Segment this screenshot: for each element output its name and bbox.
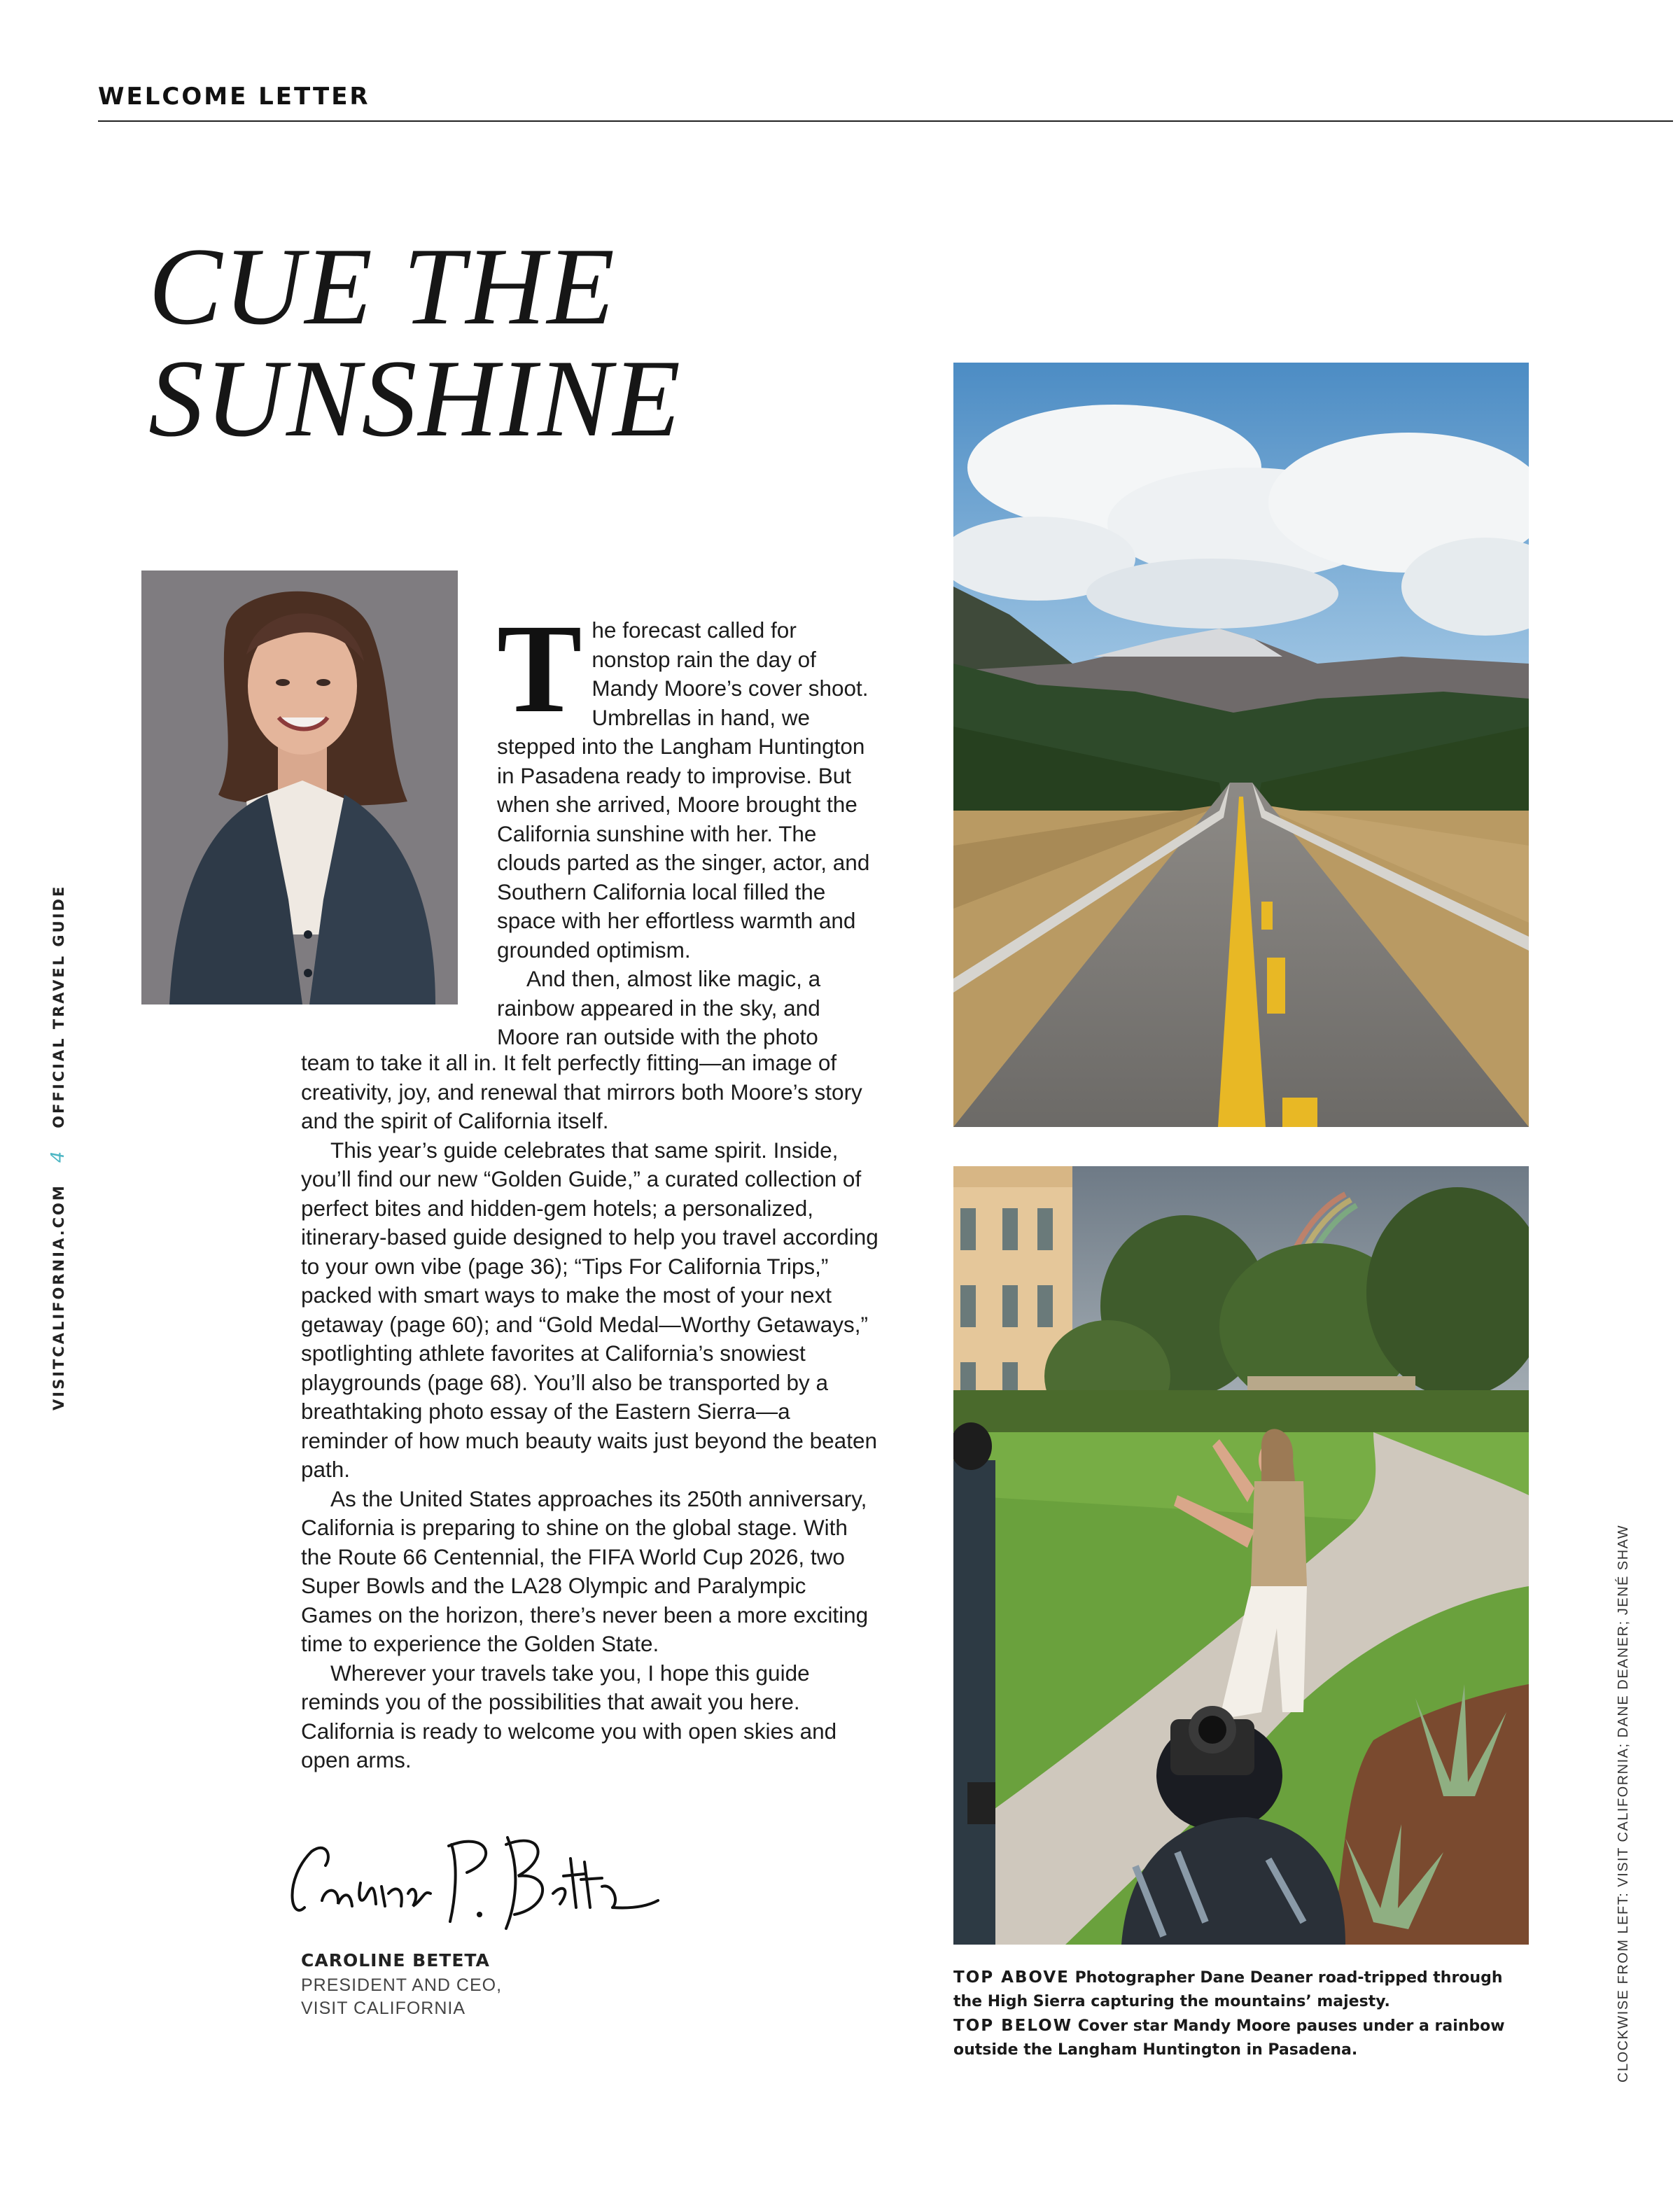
letter-paragraph-5: Wherever your travels take you, I hope this guide reminds you of the possibilities that await you here. California is ready to welcome you with open skies and open arms. [301,1660,837,1772]
page-headline [148,225,778,460]
letter-paragraph-1-text: he forecast called for nonstop rain the day of Mandy Moore’s cover shoot. Umbrellas in hand, we stepped into the Langham Huntington in Pasadena ready to improvise. But when she arrived, Moore brought the California sunshine with her. The clouds parted as the singer, actor, and Southern California local filled the space with her effortless warmth and grounded optimism. [497,617,870,962]
signer-title-line-2: VISIT CALIFORNIA [301,1998,466,2018]
headline-line-2: SUNSHINE [148,337,682,460]
letter-paragraph-3: This year’s guide celebrates that same spirit. Inside, you’ll find our new “Golden Guide,” a curated collection of perfect bites and hidden-gem hotels; a personalized, itinerary-based guide designed to help you travel according to your own vibe (page 36); “Tips For California Trips,” packed with smart ways to make the most of your next getaway (page 60); and “Gold Medal—Worthy Getaways,” spotlighting athlete favorites at California’s snowiest playgrounds (page 68). You’ll also be transported by a breathtaking photo essay of the Eastern Sierra—a reminder of how much beauty waits just beyond the beaten path. [301,1137,878,1482]
caption-top-above [953,1966,1527,2014]
caption-top-below [953,2014,1527,2062]
caption-top-below-lead: TOP BELOW [953,2017,1073,2035]
signer-title [301,1974,665,2020]
signer-title-line-1: PRESIDENT AND CEO, [301,1975,503,1995]
section-label: WELCOME LETTER [98,83,370,111]
letter-paragraph-1 [497,598,878,965]
letter-paragraph-2a: And then, almost like magic, a rainbow appeared in the sky, and Moore ran outside with the photo [497,966,821,1049]
photo-credit: CLOCKWISE FROM LEFT: VISIT CALIFORNIA; DANE DEANER; JENÉ SHAW [1616,1524,1631,2082]
header-rule [98,120,1673,122]
signer-name: CAROLINE BETETA [301,1950,490,1970]
letter-column-top [497,598,878,1052]
caption-top-below-text: Cover star Mandy Moore pauses under a rainbow outside the Langham Huntington in Pasadena. [953,2017,1505,2059]
headline-line-1: CUE THE [148,225,616,348]
caption-top-above-text: Photographer Dane Deaner road-tripped through the High Sierra capturing the mountains’ majesty. [953,1969,1503,2010]
photo-captions [953,1966,1527,2062]
letter-paragraph-4: As the United States approaches its 250th anniversary, California is preparing to shine on the global stage. With the Route 66 Centennial, the FIFA World Cup 2026, two Super Bowls and the LA28 Olympic and Paralympic Games on the horizon, there’s never been a more exciting time to experience the Golden State. [301,1485,869,1656]
handwritten-signature [284,1816,662,1942]
rainbow-portrait-photo [953,1166,1529,1945]
folio-side-text [48,885,69,1410]
drop-cap: T [497,598,582,739]
folio-page-number: 4 [48,1149,69,1163]
caption-top-above-lead: TOP ABOVE [953,1968,1070,1987]
author-portrait [141,570,458,1004]
letter-column-bottom [301,1049,878,1775]
folio-guide: OFFICIAL TRAVEL GUIDE [50,884,67,1128]
folio-site: VISITCALIFORNIA.COM [50,1184,67,1410]
letter-paragraph-2b: team to take it all in. It felt perfectly fitting—an image of creativity, joy, and renewal that mirrors both Moore’s story and the spirit of California itself. [301,1050,862,1133]
mountain-road-photo [953,363,1529,1127]
